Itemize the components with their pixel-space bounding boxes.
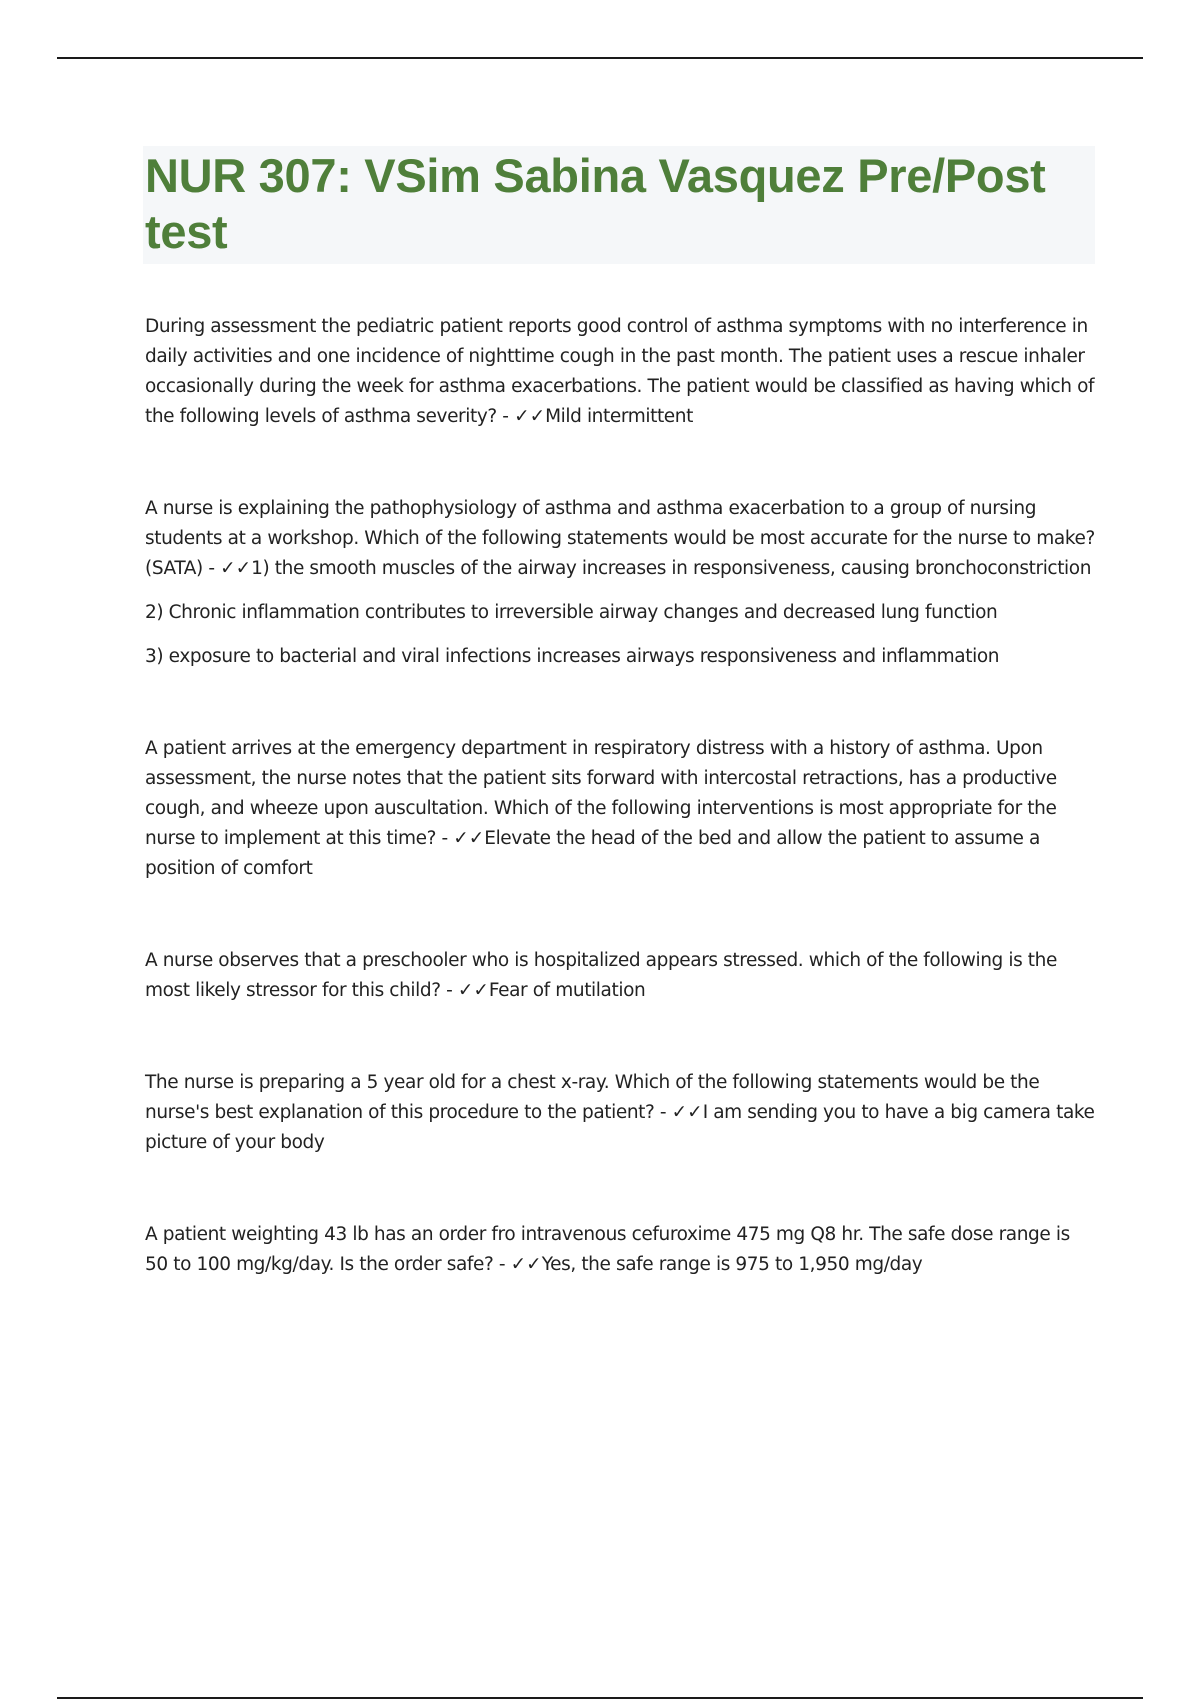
question-item-3 bbox=[145, 734, 1095, 884]
answer-line: 3) exposure to bacterial and viral infections increases airways responsiveness and inflammation bbox=[145, 646, 1000, 667]
answer-text: Mild intermittent bbox=[545, 406, 693, 427]
document-title: NUR 307: VSim Sabina Vasquez Pre/Post test bbox=[145, 149, 1046, 258]
footer-rule bbox=[57, 1697, 1143, 1699]
question-item-5 bbox=[145, 1068, 1095, 1158]
question-text bbox=[145, 1220, 1095, 1280]
check-mark-icon: ✓✓ bbox=[453, 828, 485, 849]
answer-text: Elevate the head of the bed and allow the patient to assume a position of comfort bbox=[145, 828, 1040, 879]
question-prompt: The nurse is preparing a 5 year old for a chest x-ray. Which of the following statements would be the nurse's best explanation of this procedure to the patient? - bbox=[145, 1072, 1040, 1123]
question-item-1 bbox=[145, 312, 1095, 432]
answer-text: 1) the smooth muscles of the airway increases in responsiveness, causing bronchoconstriction bbox=[251, 558, 1092, 579]
question-prompt: A nurse observes that a preschooler who is hospitalized appears stressed. which of the following is the most likely stressor for this child? - bbox=[145, 950, 1057, 1001]
answer-text: I am sending you to have a big camera take picture of your body bbox=[145, 1102, 1095, 1153]
check-mark-icon: ✓✓ bbox=[671, 1102, 703, 1123]
header-rule bbox=[57, 57, 1143, 59]
check-mark-icon: ✓✓ bbox=[510, 1254, 542, 1275]
question-text bbox=[145, 1068, 1095, 1158]
question-prompt: A patient arrives at the emergency department in respiratory distress with a history of asthma. Upon assessment, the nurse notes that the patient sits forward with intercostal retractions, has a productive cough, and wheeze upon auscultation. Which of the following interventions is most appropriate for the nurse to implement at this time? - bbox=[145, 738, 1057, 849]
answer-line: 2) Chronic inflammation contributes to irreversible airway changes and decreased lung function bbox=[145, 602, 998, 623]
question-item-2 bbox=[145, 494, 1095, 672]
answer-text: Yes, the safe range is 975 to 1,950 mg/day bbox=[541, 1254, 923, 1275]
question-prompt: During assessment the pediatric patient reports good control of asthma symptoms with no interference in daily activities and one incidence of nighttime cough in the past month. The patient uses a rescue inhaler occasionally during the week for asthma exacerbations. The patient would be classified as having which of the following levels of asthma severity? - bbox=[145, 316, 1095, 427]
question-text bbox=[145, 494, 1095, 584]
question-text bbox=[145, 946, 1095, 1006]
question-text bbox=[145, 312, 1095, 432]
check-mark-icon: ✓✓ bbox=[457, 980, 489, 1001]
question-text bbox=[145, 734, 1095, 884]
question-prompt: A nurse is explaining the pathophysiology of asthma and asthma exacerbation to a group of nursing students at a workshop. Which of the following statements would be most accurate for the nurse to make? (SATA) - bbox=[145, 498, 1095, 579]
title-block bbox=[143, 146, 1095, 264]
document-body bbox=[145, 146, 1095, 1342]
question-prompt: A patient weighting 43 lb has an order fro intravenous cefuroxime 475 mg Q8 hr. The safe dose range is 50 to 100 mg/kg/day. Is the order safe? - bbox=[145, 1224, 1070, 1275]
question-item-6 bbox=[145, 1220, 1095, 1280]
question-list bbox=[145, 312, 1095, 1280]
check-mark-icon: ✓✓ bbox=[220, 558, 252, 579]
answer-text: Fear of mutilation bbox=[488, 980, 646, 1001]
question-item-4 bbox=[145, 946, 1095, 1006]
check-mark-icon: ✓✓ bbox=[514, 406, 546, 427]
